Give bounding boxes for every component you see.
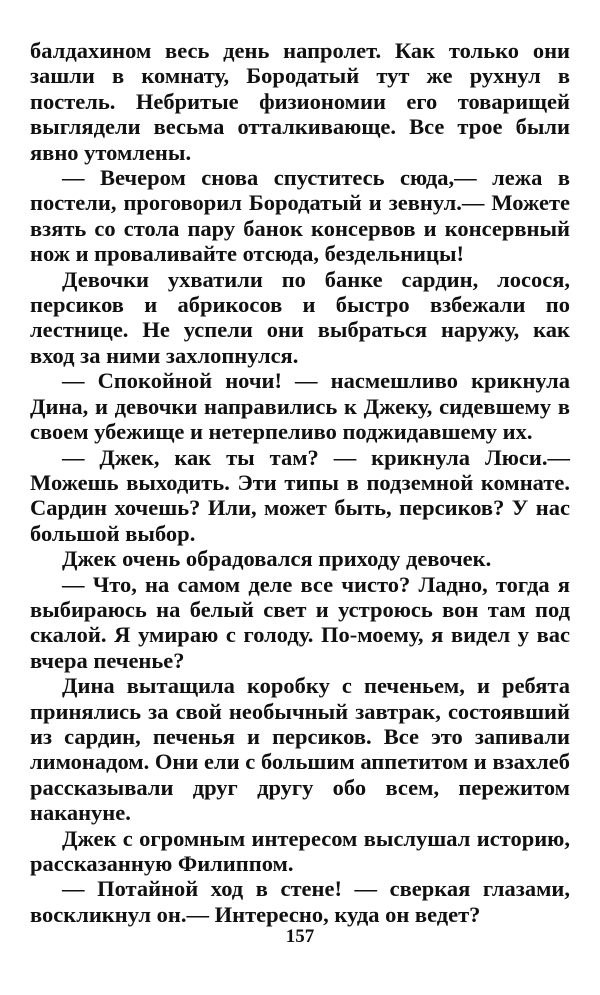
paragraph-9: Джек с огромным интересом выслушал историю, рассказанную Филиппом.: [30, 825, 570, 876]
paragraph-1: балдахином весь день напролет. Как только они зашли в комнату, Бородатый тут же рухнул в постель. Небритые физиономии его товарищей выглядели весьма отталкивающе. Все трое были явно утомлены.: [30, 38, 570, 165]
paragraph-2: — Вечером снова спуститесь сюда,— лежа в постели, проговорил Бородатый и зевнул.— Можете взять со стола пару банок консервов и консервный нож и проваливайте отсюда, бездельницы!: [30, 165, 570, 267]
paragraph-3: Девочки ухватили по банке сардин, лосося, персиков и абрикосов и быстро взбежали по лестнице. Не успели они выбраться наружу, как вход за ними захлопнулся.: [30, 266, 570, 368]
paragraph-10: — Потайной ход в стене! — сверкая глазами, воскликнул он.— Интересно, куда он ведет?: [30, 876, 570, 927]
page-body-text: [30, 38, 570, 927]
paragraph-6: Джек очень обрадовался приходу девочек.: [62, 546, 492, 572]
paragraph-7: — Что, на самом деле все чисто? Ладно, тогда я выбираюсь на белый свет и устроюсь вон там под скалой. Я умираю с голоду. По-моему, я видел у вас вчера печенье?: [30, 571, 570, 673]
paragraph-8: Дина вытащила коробку с печеньем, и ребята принялись за свой необычный завтрак, состоявший из сардин, печенья и персиков. Все это запивали лимонадом. Они ели с большим аппетитом и взахлеб рассказывали друг другу обо всем, пережитом накануне.: [30, 673, 570, 826]
paragraph-5: — Джек, как ты там? — крикнула Люси.— Можешь выходить. Эти типы в подземной комнате. Сардин хочешь? Или, может быть, персиков? У нас большой выбор.: [30, 444, 570, 546]
paragraph-4: — Спокойной ночи! — насмешливо крикнула Дина, и девочки направились к Джеку, сидевшему в своем убежище и нетерпеливо поджидавшему их.: [30, 368, 570, 445]
page-number: 157: [285, 926, 315, 947]
